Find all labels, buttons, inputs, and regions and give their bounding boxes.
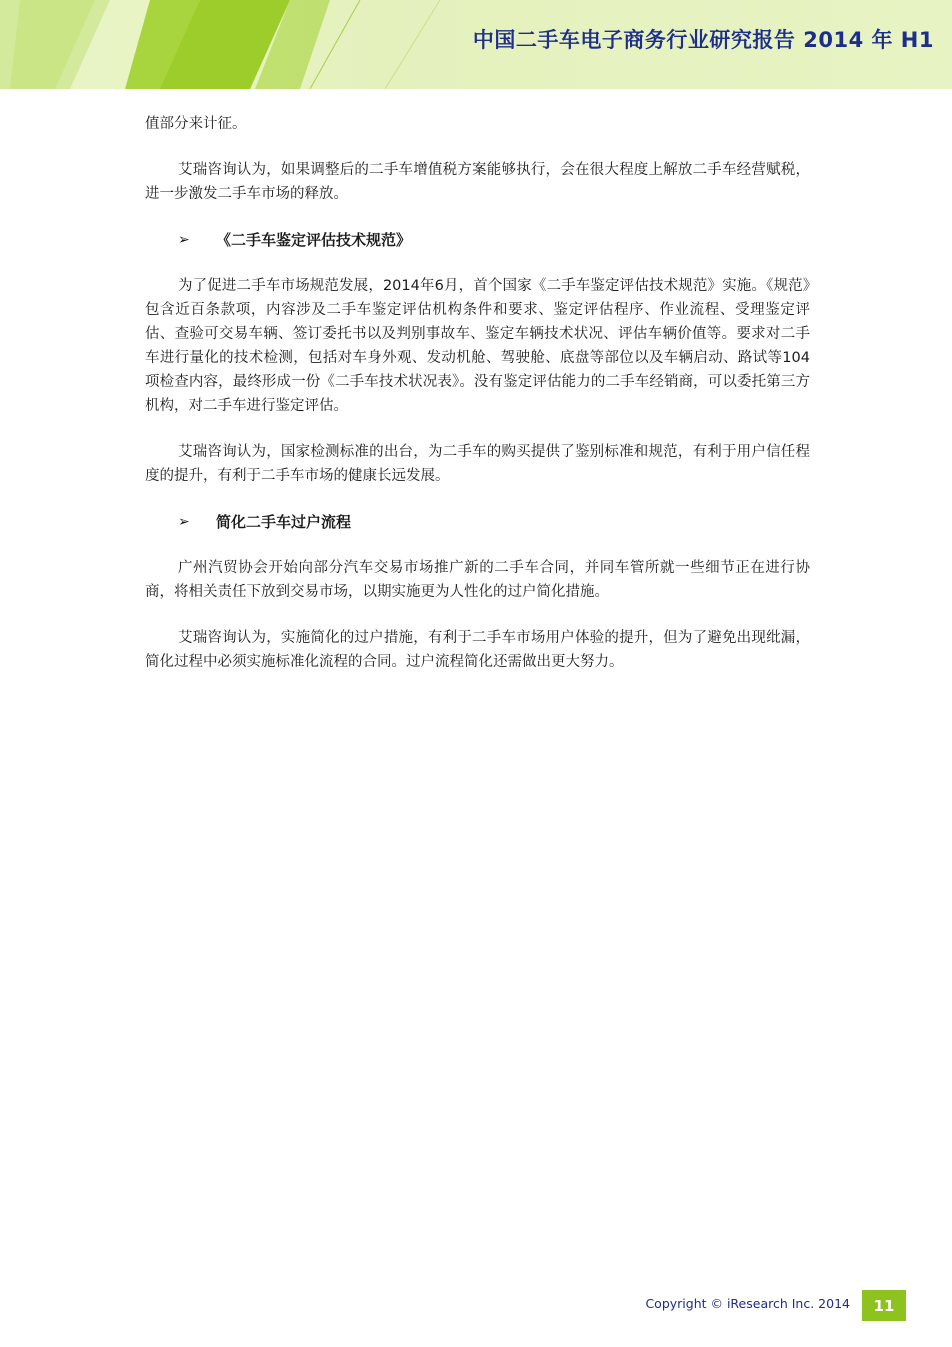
paragraph: 艾瑞咨询认为，如果调整后的二手车增值税方案能够执行，会在很大程度上解放二手车经营赋税，进一步激发二手车市场的释放。	[145, 162, 810, 202]
section-heading	[145, 510, 810, 534]
paragraph: 值部分来计征。	[145, 116, 247, 132]
paragraph: 广州汽贸协会开始向部分汽车交易市场推广新的二手车合同，并同车管所就一些细节正在进行协商，将相关责任下放到交易市场，以期实施更为人性化的过户简化措施。	[145, 560, 810, 600]
body-content	[145, 112, 810, 674]
page-header	[0, 0, 952, 89]
paragraph: 为了促进二手车市场规范发展，2014年6月，首个国家《二手车鉴定评估技术规范》实施。《规范》包含近百条款项，内容涉及二手车鉴定评估机构条件和要求、鉴定评估程序、作业流程、受理鉴定评估、查验可交易车辆、签订委托书以及判别事故车、鉴定车辆技术状况、评估车辆价值等。要求对二手车进行量化的技术检测，包括对车身外观、发动机舱、驾驶舱、底盘等部位以及车辆启动、路试等104项检查内容，最终形成一份《二手车技术状况表》。没有鉴定评估能力的二手车经销商，可以委托第三方机构，对二手车进行鉴定评估。	[145, 278, 810, 414]
section-heading-text: 《二手车鉴定评估技术规范》	[216, 231, 412, 249]
page-number-badge: 11	[862, 1290, 906, 1321]
section-heading	[145, 228, 810, 252]
report-title: 中国二手车电子商务行业研究报告 2014 年 H1	[472, 28, 934, 52]
paragraph: 艾瑞咨询认为，实施简化的过户措施，有利于二手车市场用户体验的提升，但为了避免出现纰漏，简化过程中必须实施标准化流程的合同。过户流程简化还需做出更大努力。	[145, 630, 810, 670]
section-heading-text: 简化二手车过户流程	[216, 513, 352, 531]
paragraph: 艾瑞咨询认为，国家检测标准的出台，为二手车的购买提供了鉴别标准和规范，有利于用户信任程度的提升，有利于二手车市场的健康长远发展。	[145, 444, 810, 484]
header-green-stripes	[0, 0, 480, 89]
arrow-bullet-icon: ➢	[178, 232, 190, 248]
arrow-bullet-icon: ➢	[178, 514, 190, 530]
copyright-notice: Copyright © iResearch Inc. 2014	[645, 1296, 850, 1311]
